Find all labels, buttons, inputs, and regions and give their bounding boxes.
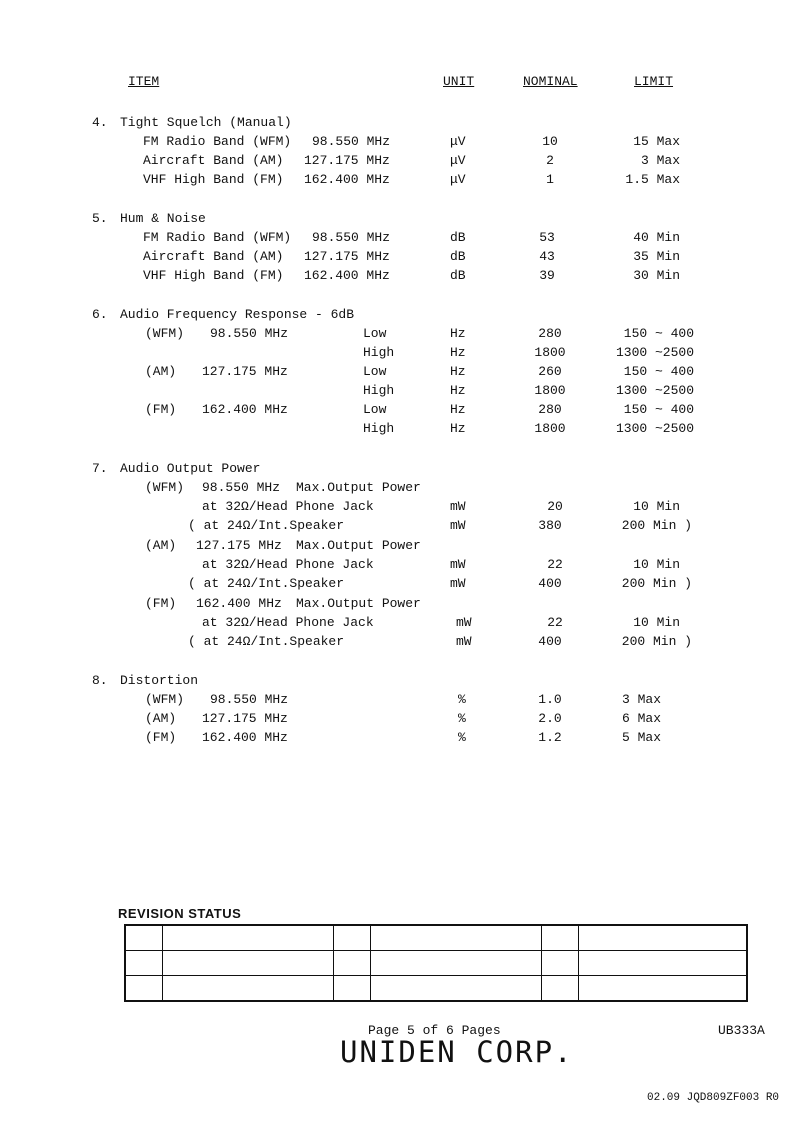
group-nominal: 22 bbox=[547, 557, 563, 572]
row-nominal: 260 bbox=[538, 364, 562, 379]
table-cell bbox=[542, 925, 579, 951]
group-unit: mW bbox=[456, 634, 472, 649]
row-unit: μV bbox=[450, 134, 466, 149]
group-band: (AM) bbox=[145, 538, 177, 553]
row-limit: 1.5 Max bbox=[625, 172, 680, 187]
row-freq: 162.400 MHz bbox=[304, 172, 390, 187]
table-row bbox=[125, 976, 747, 1002]
row-nominal: 1.2 bbox=[538, 730, 562, 745]
table-cell bbox=[371, 976, 542, 1002]
group-headphone: at 32Ω/Head Phone Jack bbox=[202, 615, 374, 630]
row-freq: 127.175 MHz bbox=[304, 153, 390, 168]
row-limit: 1300 ~2500 bbox=[615, 421, 694, 436]
group-band: (FM) bbox=[145, 596, 177, 611]
row-nominal: 39 bbox=[539, 268, 555, 283]
row-level: High bbox=[363, 421, 395, 436]
revision-status-table bbox=[124, 924, 748, 1002]
section-number: 4. bbox=[92, 115, 108, 130]
row-level: High bbox=[363, 345, 395, 360]
group-limit: 200 Min ) bbox=[621, 634, 692, 649]
table-row bbox=[125, 951, 747, 976]
group-unit: mW bbox=[450, 576, 466, 591]
row-unit: dB bbox=[450, 268, 466, 283]
page-number: Page 5 of 6 Pages bbox=[368, 1023, 501, 1038]
section-number: 8. bbox=[92, 673, 108, 688]
group-freq: 162.400 MHz bbox=[196, 596, 282, 611]
row-unit: Hz bbox=[450, 421, 466, 436]
row-unit: Hz bbox=[450, 383, 466, 398]
group-unit: mW bbox=[450, 518, 466, 533]
table-cell bbox=[163, 976, 334, 1002]
row-freq: 127.175 MHz bbox=[202, 711, 288, 726]
row-limit: 150 ~ 400 bbox=[623, 326, 694, 341]
table-cell bbox=[163, 925, 334, 951]
row-limit: 150 ~ 400 bbox=[623, 364, 694, 379]
revision-status-title: REVISION STATUS bbox=[118, 906, 242, 921]
group-nominal: 380 bbox=[538, 518, 562, 533]
row-band: (FM) bbox=[145, 730, 177, 745]
row-limit: 40 Min bbox=[633, 230, 680, 245]
group-speaker: ( at 24Ω/Int.Speaker bbox=[188, 576, 345, 591]
group-limit: 200 Min ) bbox=[621, 518, 692, 533]
row-nominal: 10 bbox=[542, 134, 558, 149]
row-nominal: 1800 bbox=[534, 345, 566, 360]
row-limit: 1300 ~2500 bbox=[615, 345, 694, 360]
row-unit: dB bbox=[450, 230, 466, 245]
table-cell bbox=[542, 976, 579, 1002]
row-freq: 162.400 MHz bbox=[304, 268, 390, 283]
header-limit: LIMIT bbox=[634, 74, 674, 89]
group-nominal: 400 bbox=[538, 634, 562, 649]
document-id: 02.09 JQD809ZF003 R0 bbox=[647, 1092, 780, 1104]
table-cell bbox=[334, 951, 371, 976]
section-title: Hum & Noise bbox=[120, 211, 206, 226]
row-level: Low bbox=[363, 364, 387, 379]
row-band: (AM) bbox=[145, 711, 177, 726]
table-cell bbox=[125, 951, 163, 976]
row-unit: Hz bbox=[450, 402, 466, 417]
row-limit: 3 Max bbox=[640, 153, 680, 168]
row-unit: Hz bbox=[450, 345, 466, 360]
group-limit: 200 Min ) bbox=[621, 576, 692, 591]
table-cell bbox=[163, 951, 334, 976]
row-limit: 15 Max bbox=[633, 134, 680, 149]
row-label: VHF High Band (FM) bbox=[143, 268, 284, 283]
row-band: (AM) bbox=[145, 364, 177, 379]
row-limit: 3 Max bbox=[622, 692, 662, 707]
header-item: ITEM bbox=[128, 74, 160, 89]
group-desc: Max.Output Power bbox=[296, 538, 421, 553]
section-title: Audio Output Power bbox=[120, 461, 261, 476]
group-band: (WFM) bbox=[145, 480, 185, 495]
group-nominal: 22 bbox=[547, 615, 563, 630]
section-title: Tight Squelch (Manual) bbox=[120, 115, 292, 130]
group-desc: Max.Output Power bbox=[296, 480, 421, 495]
group-unit: mW bbox=[450, 499, 466, 514]
row-limit: 1300 ~2500 bbox=[615, 383, 694, 398]
group-freq: 127.175 MHz bbox=[196, 538, 282, 553]
row-freq: 98.550 MHz bbox=[210, 692, 289, 707]
table-cell bbox=[579, 951, 748, 976]
row-label: VHF High Band (FM) bbox=[143, 172, 284, 187]
table-cell bbox=[579, 925, 748, 951]
row-nominal: 1 bbox=[546, 172, 554, 187]
row-label: Aircraft Band (AM) bbox=[143, 153, 284, 168]
row-limit: 5 Max bbox=[622, 730, 662, 745]
section-title: Distortion bbox=[120, 673, 199, 688]
row-unit: % bbox=[458, 730, 466, 745]
row-unit: % bbox=[458, 711, 466, 726]
table-cell bbox=[125, 925, 163, 951]
row-unit: dB bbox=[450, 249, 466, 264]
row-nominal: 1800 bbox=[534, 383, 566, 398]
header-unit: UNIT bbox=[443, 74, 475, 89]
row-freq: 127.175 MHz bbox=[304, 249, 390, 264]
group-freq: 98.550 MHz bbox=[202, 480, 281, 495]
table-cell bbox=[542, 951, 579, 976]
group-unit: mW bbox=[450, 557, 466, 572]
row-limit: 30 Min bbox=[633, 268, 680, 283]
row-nominal: 2.0 bbox=[538, 711, 562, 726]
group-limit: 10 Min bbox=[633, 557, 680, 572]
table-row bbox=[125, 925, 747, 951]
company-name: UNIDEN CORP. bbox=[340, 1035, 574, 1069]
group-desc: Max.Output Power bbox=[296, 596, 421, 611]
row-unit: μV bbox=[450, 153, 466, 168]
group-limit: 10 Min bbox=[633, 615, 680, 630]
table-cell bbox=[371, 951, 542, 976]
row-label: FM Radio Band (WFM) bbox=[143, 134, 292, 149]
group-nominal: 20 bbox=[547, 499, 563, 514]
row-limit: 35 Min bbox=[633, 249, 680, 264]
row-freq: 98.550 MHz bbox=[312, 230, 391, 245]
row-nominal: 1800 bbox=[534, 421, 566, 436]
table-cell bbox=[334, 976, 371, 1002]
row-unit: Hz bbox=[450, 326, 466, 341]
row-freq: 162.400 MHz bbox=[202, 730, 288, 745]
row-limit: 150 ~ 400 bbox=[623, 402, 694, 417]
row-band: (WFM) bbox=[145, 692, 185, 707]
row-level: Low bbox=[363, 402, 387, 417]
row-nominal: 1.0 bbox=[538, 692, 562, 707]
table-cell bbox=[334, 925, 371, 951]
row-label: Aircraft Band (AM) bbox=[143, 249, 284, 264]
table-cell bbox=[371, 925, 542, 951]
row-freq: 127.175 MHz bbox=[202, 364, 288, 379]
row-freq: 98.550 MHz bbox=[210, 326, 289, 341]
row-nominal: 280 bbox=[538, 402, 562, 417]
row-band: (WFM) bbox=[145, 326, 185, 341]
group-speaker: ( at 24Ω/Int.Speaker bbox=[188, 634, 345, 649]
row-label: FM Radio Band (WFM) bbox=[143, 230, 292, 245]
row-band: (FM) bbox=[145, 402, 177, 417]
row-nominal: 280 bbox=[538, 326, 562, 341]
row-level: High bbox=[363, 383, 395, 398]
row-nominal: 2 bbox=[546, 153, 554, 168]
row-nominal: 43 bbox=[539, 249, 555, 264]
row-nominal: 53 bbox=[539, 230, 555, 245]
group-headphone: at 32Ω/Head Phone Jack bbox=[202, 499, 374, 514]
row-freq: 98.550 MHz bbox=[312, 134, 391, 149]
section-title: Audio Frequency Response - 6dB bbox=[120, 307, 355, 322]
group-headphone: at 32Ω/Head Phone Jack bbox=[202, 557, 374, 572]
section-number: 6. bbox=[92, 307, 108, 322]
group-speaker: ( at 24Ω/Int.Speaker bbox=[188, 518, 345, 533]
row-unit: Hz bbox=[450, 364, 466, 379]
section-number: 5. bbox=[92, 211, 108, 226]
section-number: 7. bbox=[92, 461, 108, 476]
group-nominal: 400 bbox=[538, 576, 562, 591]
row-level: Low bbox=[363, 326, 387, 341]
group-unit: mW bbox=[456, 615, 472, 630]
model-code: UB333A bbox=[718, 1023, 765, 1038]
group-limit: 10 Min bbox=[633, 499, 680, 514]
row-unit: μV bbox=[450, 172, 466, 187]
table-cell bbox=[125, 976, 163, 1002]
row-unit: % bbox=[458, 692, 466, 707]
row-freq: 162.400 MHz bbox=[202, 402, 288, 417]
table-cell bbox=[579, 976, 748, 1002]
row-limit: 6 Max bbox=[622, 711, 662, 726]
header-nominal: NOMINAL bbox=[523, 74, 578, 89]
